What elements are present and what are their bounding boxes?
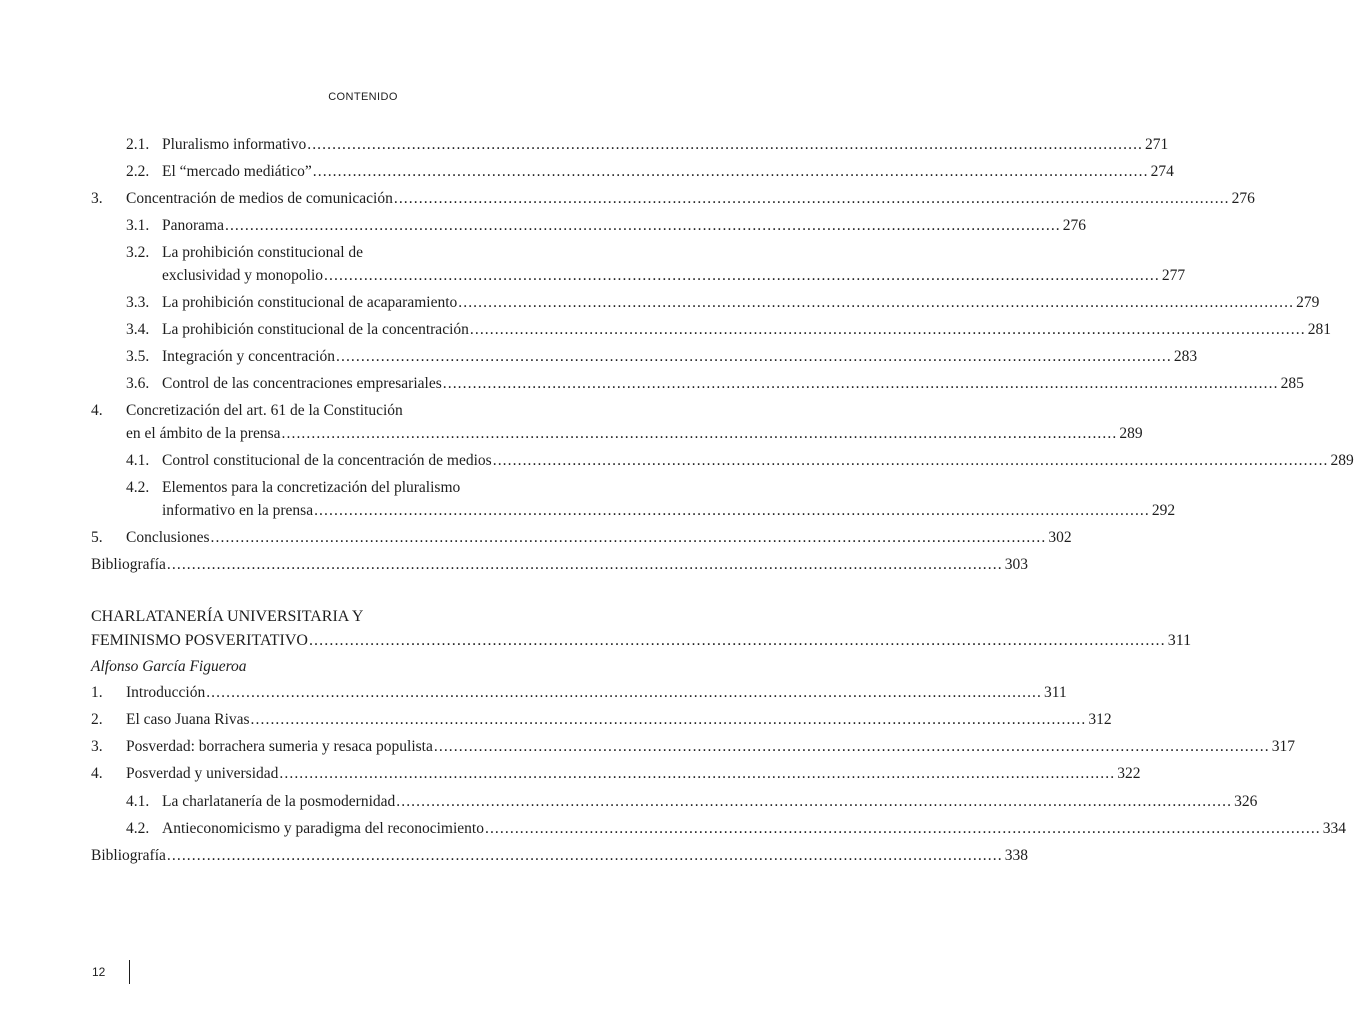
- toc-entry-page: 338: [1004, 847, 1028, 864]
- dot-leader: ........................................................................................................................................................................: [312, 163, 1149, 180]
- toc-entry-title-line1: Concretización del art. 61 de la Constitución: [126, 402, 403, 419]
- toc-entry-number: 4.: [91, 402, 103, 419]
- toc-entry-line: [162, 162, 1174, 182]
- toc-entry-page: 281: [1307, 321, 1331, 338]
- toc-entry-line: [162, 501, 1176, 521]
- author-name: Alfonso García Figueroa: [91, 658, 247, 675]
- toc-entry-number: 1.: [91, 684, 103, 701]
- toc-entry: [0, 846, 1028, 870]
- toc-entry-page: 285: [1280, 375, 1304, 392]
- toc-entry-line: [126, 683, 1067, 703]
- toc-entry-page: 276: [1062, 217, 1087, 234]
- chapter-title-continuation: [0, 631, 1192, 655]
- toc-entry-number: 3.3.: [126, 294, 150, 311]
- dot-leader: ........................................................................................................................................................................: [442, 375, 1279, 392]
- toc-entry-title: Panorama: [162, 217, 224, 234]
- toc-entry: [0, 189, 1255, 213]
- toc-entry-title: Pluralismo informativo: [162, 136, 307, 153]
- toc-entry-line: [162, 216, 1087, 236]
- toc-entry-line: [126, 424, 1143, 444]
- toc-entry-number: 3.4.: [126, 321, 150, 338]
- toc-entry-line: [91, 555, 1028, 575]
- toc-entry-number: 4.1.: [126, 793, 150, 810]
- toc-entry-number: 3.5.: [126, 348, 150, 365]
- chapter-title-line2: FEMINISMO POSVERITATIVO: [91, 632, 308, 649]
- toc-entry-title: en el ámbito de la prensa: [126, 425, 281, 442]
- toc-entry: [0, 555, 1028, 579]
- toc-entry-page: 311: [1044, 684, 1067, 701]
- toc-entry-title: Control constitucional de la concentración de medios: [162, 452, 492, 469]
- toc-entry-page: 312: [1088, 711, 1112, 728]
- toc-entry-title: Bibliografía: [91, 847, 166, 864]
- toc-entry-line: [162, 792, 1258, 812]
- toc-entry-number: 4.1.: [126, 452, 150, 469]
- toc-entry-page: 276: [1231, 190, 1255, 207]
- dot-leader: ........................................................................................................................................................................: [281, 425, 1118, 442]
- toc-entry: [0, 374, 1304, 398]
- toc-entry-title: El “mercado mediático”: [162, 163, 312, 180]
- dot-leader: ........................................................................................................................................................................: [433, 738, 1270, 755]
- toc-entry-number: 4.2.: [126, 820, 150, 837]
- toc-entry: [0, 792, 1258, 816]
- dot-leader: ........................................................................................................................................................................: [324, 267, 1160, 284]
- chapter-author: [0, 657, 612, 681]
- dot-leader: ........................................................................................................................................................................: [458, 294, 1295, 311]
- toc-entry-number: 3.6.: [126, 375, 150, 392]
- toc-entry-number: 2.: [91, 711, 103, 728]
- toc-entry: [0, 737, 1295, 761]
- toc-entry: [0, 216, 1087, 240]
- dot-leader: ........................................................................................................................................................................: [469, 321, 1306, 338]
- toc-entry: [0, 347, 1198, 371]
- dot-leader: ........................................................................................................................................................................: [210, 529, 1047, 546]
- toc-entry-page: 311: [1167, 632, 1192, 649]
- toc-entry-title: Integración y concentración: [162, 348, 335, 365]
- toc-entry-title: Posverdad y universidad: [126, 765, 279, 782]
- toc-entry-page: 274: [1150, 163, 1174, 180]
- toc-entry-line: [162, 293, 1320, 313]
- toc-entry-line: [162, 266, 1186, 286]
- toc-entry-title: La prohibición constitucional de la concentración: [162, 321, 469, 338]
- toc-entry-line: [162, 347, 1198, 367]
- toc-entry-page: 303: [1004, 556, 1028, 573]
- toc-entry: [0, 401, 612, 425]
- page-number: 12: [92, 965, 106, 979]
- toc-entry: [0, 710, 1112, 734]
- toc-entry-title: Conclusiones: [126, 529, 210, 546]
- toc-entry: [0, 451, 1354, 475]
- toc-entry-line: [126, 189, 1255, 209]
- toc-entry: [0, 135, 1169, 159]
- toc-entry-number: 3.2.: [126, 244, 150, 261]
- toc-entry-page: 292: [1151, 502, 1176, 519]
- toc-entry-number: 2.1.: [126, 136, 150, 153]
- dot-leader: ........................................................................................................................................................................: [336, 348, 1172, 365]
- toc-entry-line: [91, 631, 1192, 651]
- toc-entry: [0, 243, 612, 267]
- toc-entry-title: Bibliografía: [91, 556, 166, 573]
- toc-entry-line: [162, 135, 1169, 155]
- toc-entry-line: [162, 819, 1347, 839]
- dot-leader: ........................................................................................................................................................................: [396, 793, 1233, 810]
- toc-entry: [0, 819, 1347, 843]
- dot-leader: ........................................................................................................................................................................: [224, 217, 1061, 234]
- toc-entry-number: 2.2.: [126, 163, 150, 180]
- toc-entry-line: [162, 374, 1304, 394]
- running-header: CONTENIDO: [328, 91, 398, 103]
- dot-leader: ........................................................................................................................................................................: [250, 711, 1087, 728]
- toc-entry: [0, 293, 1320, 317]
- toc-entry-title: El caso Juana Rivas: [126, 711, 250, 728]
- toc-entry-number: 4.: [91, 765, 103, 782]
- chapter-title: [0, 607, 612, 631]
- toc-entry-continuation: [0, 501, 1176, 525]
- toc-entry-page: 289: [1330, 452, 1354, 469]
- toc-entry-page: 317: [1271, 738, 1295, 755]
- toc-entry: [0, 320, 1331, 344]
- toc-entry-line: [162, 320, 1331, 340]
- toc-entry-page: 277: [1161, 267, 1186, 284]
- toc-entry: [0, 528, 1072, 552]
- toc-entry-title: Control de las concentraciones empresariales: [162, 375, 442, 392]
- footer-divider: [129, 960, 130, 984]
- toc-entry-number: 3.1.: [126, 217, 150, 234]
- toc-entry-title-line1: Elementos para la concretización del pluralismo: [162, 479, 461, 496]
- dot-leader: ........................................................................................................................................................................: [166, 847, 1003, 864]
- toc-entry-title: Introducción: [126, 684, 206, 701]
- dot-leader: ........................................................................................................................................................................: [484, 820, 1321, 837]
- toc-entry-number: 3.: [91, 190, 103, 207]
- toc-entry-page: 334: [1322, 820, 1347, 837]
- toc-entry-title: informativo en la prensa: [162, 502, 314, 519]
- dot-leader: ........................................................................................................................................................................: [166, 556, 1003, 573]
- toc-entry-title: Posverdad: borrachera sumeria y resaca populista: [126, 738, 433, 755]
- toc-entry-continuation: [0, 266, 1186, 290]
- toc-entry-number: 3.: [91, 738, 103, 755]
- toc-entry-title-line1: La prohibición constitucional de: [162, 244, 364, 261]
- toc-entry-title: Concentración de medios de comunicación: [126, 190, 393, 207]
- dot-leader: ........................................................................................................................................................................: [279, 765, 1116, 782]
- toc-entry-title: Antieconomicismo y paradigma del reconocimiento: [162, 820, 484, 837]
- toc-entry: [0, 162, 1174, 186]
- toc-entry-line: [91, 846, 1028, 866]
- toc-entry: [0, 764, 1141, 788]
- toc-entry-line: [126, 710, 1112, 730]
- dot-leader: ........................................................................................................................................................................: [308, 632, 1166, 649]
- toc-entry: [0, 478, 612, 502]
- toc-entry-number: 4.2.: [126, 479, 150, 496]
- toc-entry: [0, 683, 1067, 707]
- dot-leader: ........................................................................................................................................................................: [492, 452, 1329, 469]
- toc-entry-page: 322: [1117, 765, 1141, 782]
- toc-entry-title: La charlatanería de la posmodernidad: [162, 793, 396, 810]
- toc-entry-line: [126, 737, 1295, 757]
- toc-entry-page: 283: [1173, 348, 1198, 365]
- dot-leader: ........................................................................................................................................................................: [307, 136, 1144, 153]
- toc-entry-number: 5.: [91, 529, 103, 546]
- toc-entry-page: 302: [1048, 529, 1072, 546]
- dot-leader: ........................................................................................................................................................................: [314, 502, 1150, 519]
- toc-entry-page: 326: [1234, 793, 1258, 810]
- toc-entry-page: 289: [1119, 425, 1143, 442]
- toc-entry-line: [126, 528, 1072, 548]
- dot-leader: ........................................................................................................................................................................: [206, 684, 1043, 701]
- chapter-title-line1: CHARLATANERÍA UNIVERSITARIA Y: [91, 608, 364, 625]
- toc-entry-line: [162, 451, 1354, 471]
- toc-entry-line: [126, 764, 1141, 784]
- toc-entry-continuation: [0, 424, 1143, 448]
- toc-entry-title: La prohibición constitucional de acaparamiento: [162, 294, 458, 311]
- toc-entry-title: exclusividad y monopolio: [162, 267, 324, 284]
- toc-entry-page: 271: [1145, 136, 1169, 153]
- dot-leader: ........................................................................................................................................................................: [393, 190, 1230, 207]
- toc-entry-page: 279: [1296, 294, 1320, 311]
